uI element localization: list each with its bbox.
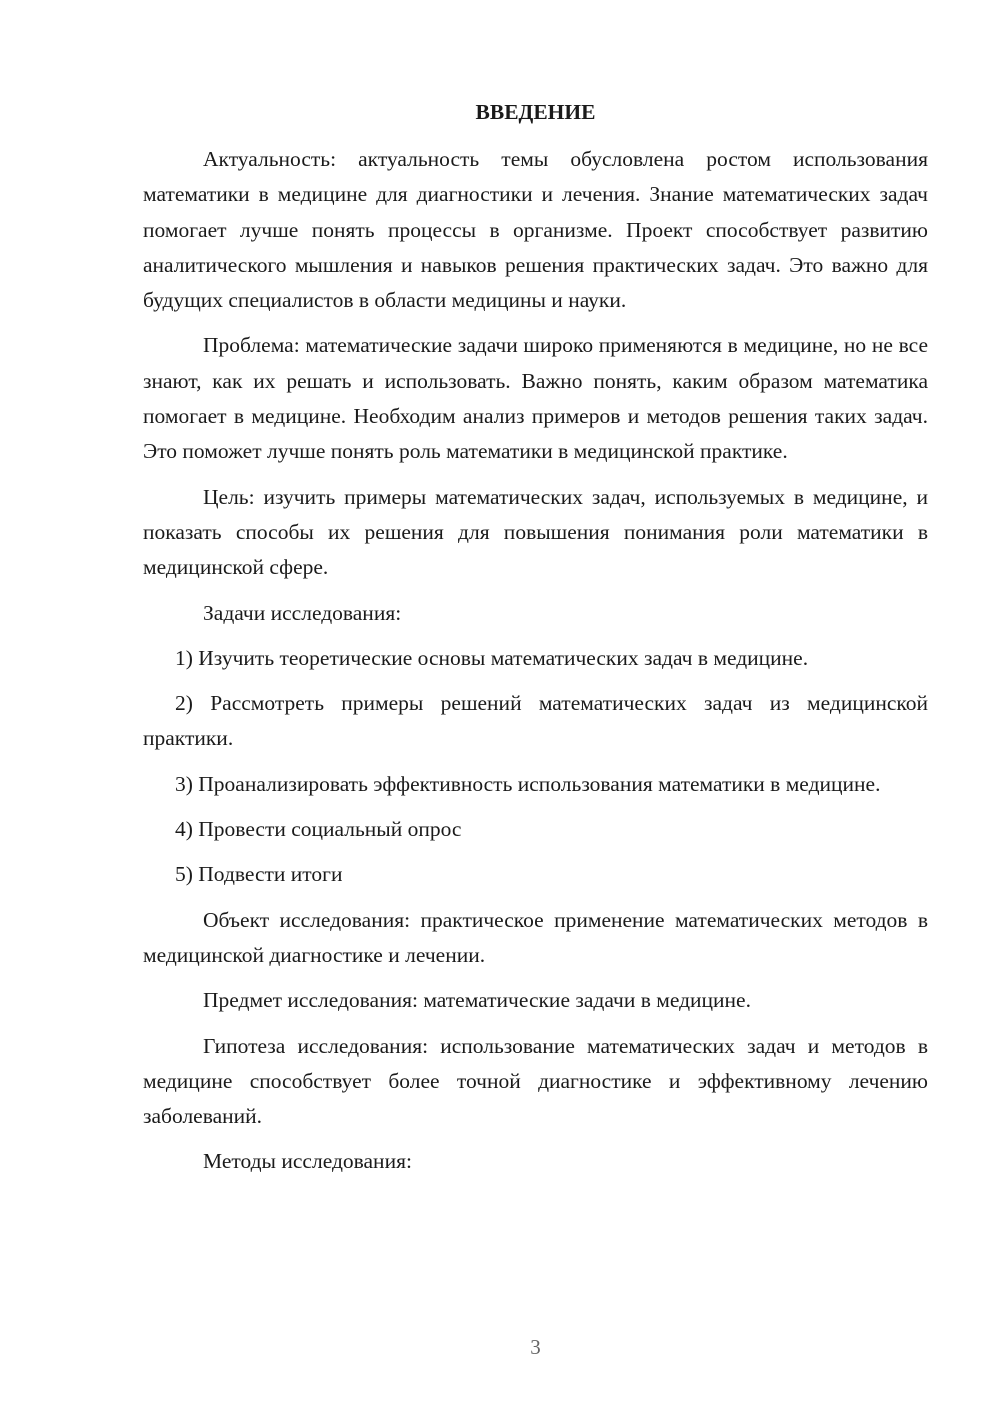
task-item-1: 1) Изучить теоретические основы математических задач в медицине.	[175, 645, 809, 670]
document-page	[143, 0, 928, 1414]
task-item-2: 2) Рассмотреть примеры решений математических задач из медицинской практики.	[143, 691, 928, 751]
task-item-3: 3) Проанализировать эффективность использования математики в медицине.	[175, 771, 881, 796]
task-item-5: 5) Подвести итоги	[175, 862, 343, 887]
task-item-4: 4) Провести социальный опрос	[175, 817, 462, 842]
paragraph-subject: Предмет исследования: математические задачи в медицине.	[203, 988, 751, 1013]
paragraph-hypothesis: Гипотеза исследования: использование математических задач и методов в медицине способствует более точной диагностике и эффективному лечению заболеваний.	[143, 1033, 928, 1129]
paragraph-methods: Методы исследования:	[203, 1149, 412, 1174]
section-title: ВВЕДЕНИЕ	[475, 100, 596, 124]
page-number: 3	[530, 1335, 541, 1359]
document-body	[143, 142, 928, 1190]
paragraph-goal: Цель: изучить примеры математических задач, используемых в медицине, и показать способы их решения для повышения понимания роли математики в медицинской сфере.	[143, 484, 928, 580]
paragraph-object: Объект исследования: практическое применение математических методов в медицинской диагностике и лечении.	[143, 907, 928, 967]
paragraph-problem: Проблема: математические задачи широко применяются в медицине, но не все знают, как их решать и использовать. Важно понять, каким образом математика помогает в медицине. Необходим анализ примеров и методов решения таких задач. Это поможет лучше понять роль математики в медицинской практике.	[143, 333, 928, 464]
paragraph-tasks-heading: Задачи исследования:	[203, 600, 402, 625]
paragraph-relevance: Актуальность: актуальность темы обусловлена ростом использования математики в медицине для диагностики и лечения. Знание математических задач помогает лучше понять процессы в организме. Проект способствует развитию аналитического мышления и навыков решения практических задач. Это важно для будущих специалистов в области медицины и науки.	[143, 147, 928, 313]
